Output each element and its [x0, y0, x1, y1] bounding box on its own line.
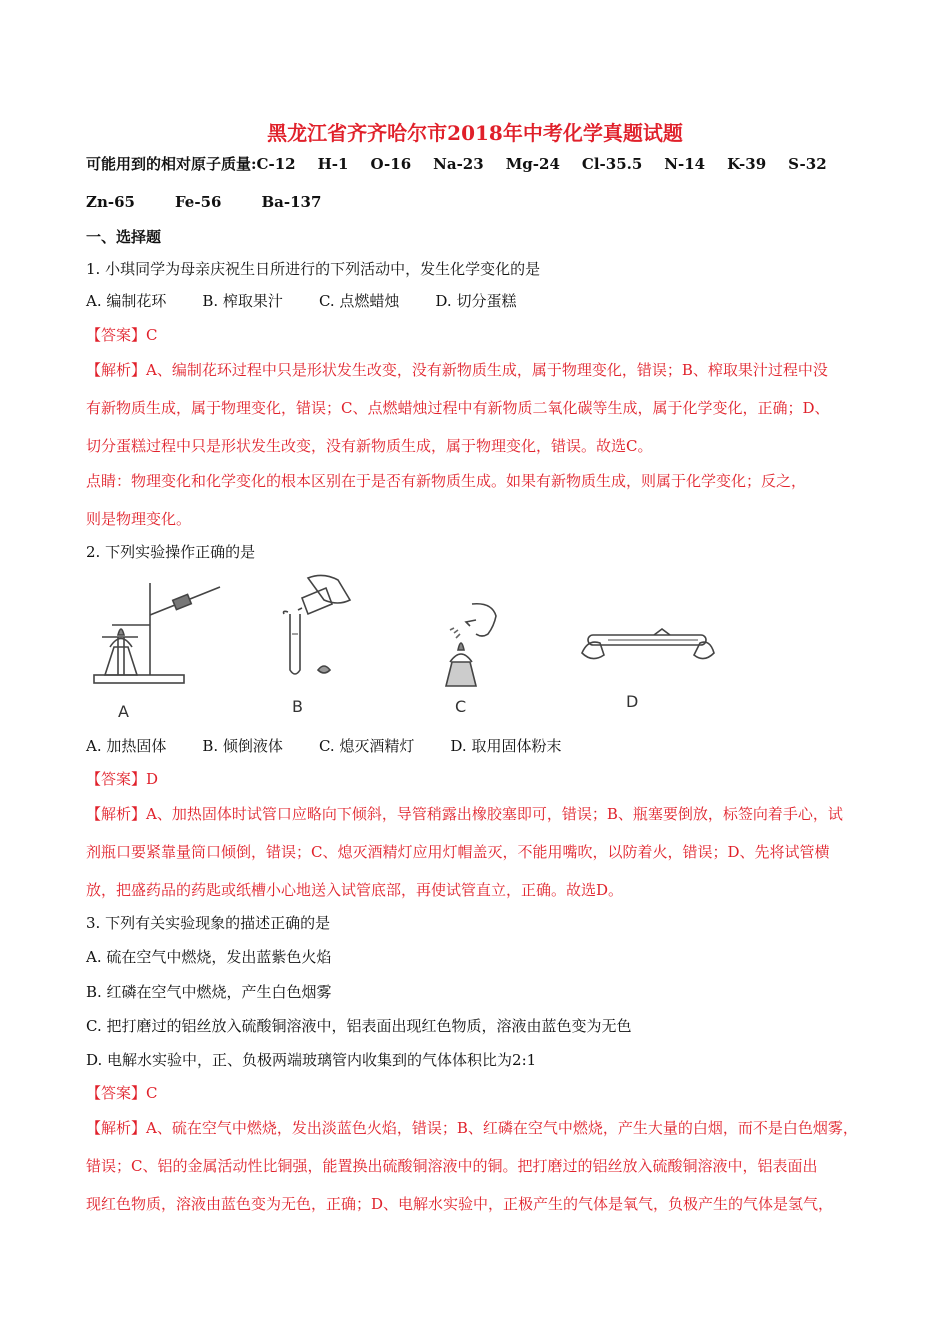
- page-title: 黑龙江省齐齐哈尔市2018年中考化学真题试题: [267, 121, 683, 145]
- figure-c-blowing-lamp: [432, 600, 512, 690]
- option: C. 熄灭酒精灯: [318, 737, 415, 755]
- mass-item: Mg-24: [505, 155, 560, 173]
- mass-item: Ba-137: [261, 193, 322, 211]
- mass-item: Fe-56: [174, 193, 222, 211]
- atomic-masses-label: 可能用到的相对原子质量:: [86, 155, 257, 173]
- question-3-analysis-line: 现红色物质，溶液由蓝色变为无色，正确；D、电解水实验中，正极产生的气体是氧气，负极产生的气体是氢气，: [86, 1195, 834, 1213]
- question-3-option: C. 把打磨过的铝丝放入硫酸铜溶液中，铝表面出现红色物质，溶液由蓝色变为无色: [86, 1017, 632, 1035]
- question-3-answer: 【答案】C: [86, 1084, 158, 1102]
- mass-item: C-12: [256, 155, 296, 173]
- atomic-masses-line-1: [86, 153, 849, 175]
- question-1-analysis-line: 【解析】A、编制花环过程中只是形状发生改变，没有新物质生成，属于物理变化，错误；B、榨取果汁过程中没: [86, 361, 828, 379]
- mass-item: O-16: [370, 155, 412, 173]
- question-1-stem: 1. 小琪同学为母亲庆祝生日所进行的下列活动中，发生化学变化的是: [86, 260, 541, 278]
- question-3-analysis-line: 【解析】A、硫在空气中燃烧，发出淡蓝色火焰，错误；B、红磷在空气中燃烧，产生大量的白烟，而不是白色烟雾，: [86, 1119, 858, 1137]
- atomic-masses-line-2: [86, 191, 343, 213]
- question-1-answer: 【答案】C: [86, 326, 158, 344]
- figure-a-heating-solid: [90, 575, 230, 690]
- option: D. 切分蛋糕: [435, 292, 517, 310]
- question-1-analysis-line: 切分蛋糕过程中只是形状发生改变，没有新物质生成，属于物理变化，错误。故选C。: [86, 437, 653, 455]
- option: B. 榨取果汁: [202, 292, 283, 310]
- question-1-analysis-line: 有新物质生成，属于物理变化，错误；C、点燃蜡烛过程中有新物质二氧化碳等生成，属于化学变化，正确；D、: [86, 399, 830, 417]
- question-2-stem: 2. 下列实验操作正确的是: [86, 543, 256, 561]
- mass-item: H-1: [317, 155, 349, 173]
- figure-label-c: C: [455, 697, 467, 716]
- mass-item: Zn-65: [86, 193, 135, 211]
- question-2-analysis-line: 剂瓶口要紧靠量筒口倾倒，错误；C、熄灭酒精灯应用灯帽盖灭，不能用嘴吹，以防着火，错误；D、先将试管横: [86, 843, 830, 861]
- option: A. 加热固体: [86, 737, 167, 755]
- figure-label-b: B: [292, 697, 303, 716]
- mass-item: N-14: [664, 155, 706, 173]
- question-3-analysis-line: 错误；C、铝的金属活动性比铜强，能置换出硫酸铜溶液中的铜。把打磨过的铝丝放入硫酸铜溶液中，铝表面出: [86, 1157, 818, 1175]
- question-3-stem: 3. 下列有关实验现象的描述正确的是: [86, 914, 331, 932]
- question-3-option: A. 硫在空气中燃烧，发出蓝紫色火焰: [86, 948, 332, 966]
- question-3-option: D. 电解水实验中，正、负极两端玻璃管内收集到的气体体积比为2:1: [86, 1051, 537, 1069]
- question-3-option: B. 红磷在空气中燃烧，产生白色烟雾: [86, 983, 332, 1001]
- mass-item: K-39: [727, 155, 767, 173]
- question-2-answer: 【答案】D: [86, 770, 159, 788]
- mass-item: Na-23: [433, 155, 484, 173]
- question-1-options: [86, 290, 552, 312]
- mass-item: S-32: [788, 155, 827, 173]
- question-1-tip-line: 点睛：物理变化和化学变化的根本区别在于是否有新物质生成。如果有新物质生成，则属于化学变化；反之，: [86, 472, 807, 490]
- option: D. 取用固体粉末: [450, 737, 562, 755]
- option: A. 编制花环: [86, 292, 167, 310]
- figure-label-d: D: [626, 692, 639, 711]
- option: C. 点燃蜡烛: [318, 292, 400, 310]
- figure-b-pouring-liquid: [268, 570, 358, 690]
- question-2-options: [86, 735, 597, 757]
- question-1-tip-line: 则是物理变化。: [86, 510, 192, 528]
- option: B. 倾倒液体: [202, 737, 283, 755]
- section-heading: 一、选择题: [86, 228, 162, 246]
- question-2-analysis-line: 放，把盛药品的药匙或纸槽小心地送入试管底部，再使试管直立，正确。故选D。: [86, 881, 624, 899]
- figure-label-a: A: [118, 702, 129, 721]
- mass-item: Cl-35.5: [581, 155, 643, 173]
- figure-d-adding-powder: [578, 625, 718, 670]
- question-2-analysis-line: 【解析】A、加热固体时试管口应略向下倾斜，导管稍露出橡胶塞即可，错误；B、瓶塞要倒放，标签向着手心，试: [86, 805, 843, 823]
